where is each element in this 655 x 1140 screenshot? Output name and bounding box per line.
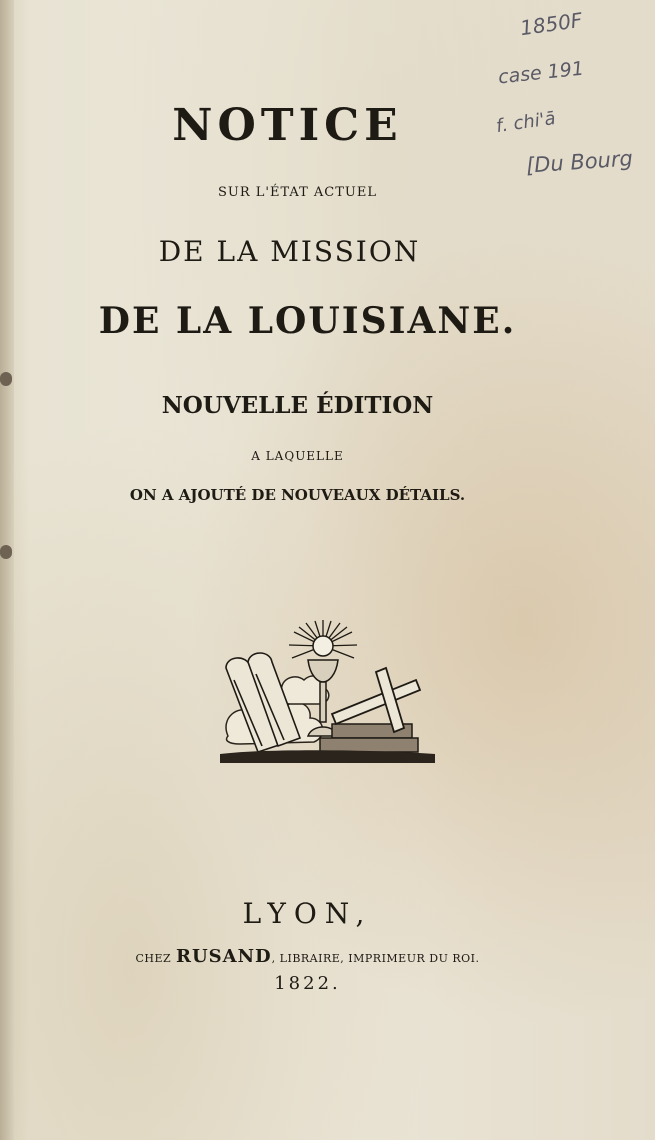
binding-stitch xyxy=(0,545,12,559)
binding-stitch xyxy=(0,372,12,386)
title-line-mission: DE LA MISSION xyxy=(158,235,421,268)
binding-spine xyxy=(0,0,14,1140)
eucharist-cross-tablets-vignette-icon xyxy=(220,618,435,763)
handwritten-price: 1850F xyxy=(518,7,584,41)
handwritten-note: f. chi'ā xyxy=(494,107,557,138)
subtitle: SUR L'ÉTAT ACTUEL xyxy=(217,185,377,200)
page-title: NOTICE xyxy=(172,100,403,151)
imprint-post: , LIBRAIRE, IMPRIMEUR DU ROI. xyxy=(271,952,480,965)
imprint-year: 1822. xyxy=(274,973,341,994)
handwritten-case: case 191 xyxy=(497,57,585,89)
imprint-pre: CHEZ xyxy=(135,952,172,965)
publisher-name: RUSAND xyxy=(175,946,272,967)
imprint-city: LYON, xyxy=(242,897,373,930)
a-laquelle-line: A LAQUELLE xyxy=(251,449,344,463)
handwritten-author: [Du Bourg xyxy=(525,146,634,178)
edition-line: NOUVELLE ÉDITION xyxy=(161,392,434,419)
title-line-louisiane: DE LA LOUISIANE. xyxy=(98,300,517,342)
added-details-line: ON A AJOUTÉ DE NOUVEAUX DÉTAILS. xyxy=(129,486,466,504)
imprint-publisher xyxy=(0,946,635,967)
